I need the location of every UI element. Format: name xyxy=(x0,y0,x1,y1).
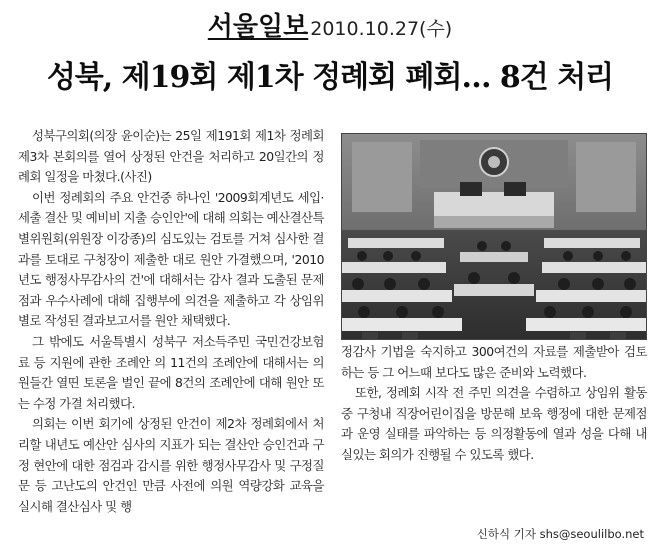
council-chamber-illustration xyxy=(342,134,646,339)
masthead xyxy=(0,6,660,43)
article-paragraph: 성북구의회(의장 윤이순)는 25일 제191회 제1차 정례회 제3차 본회의를 열어 상정된 안건을 처리하고 20일간의 정례회 일정을 마쳤다.(사진) xyxy=(18,128,324,185)
headline: 성북, 제19회 제1차 정례회 폐회… 8건 처리 xyxy=(46,60,614,95)
newspaper-name: 서울일보 xyxy=(207,12,309,42)
council-session-photo xyxy=(341,133,647,340)
article-paragraph: 또한, 정례회 시작 전 주민 의견을 수렴하고 상임위 활동중 구청내 직장어린이집을 방문해 보육 행정에 대한 문제점과 운영 실태를 파악하는 등 의정활동에 열과 성을 다해 내실있는 회의가 진행될 수 있도록 했다. xyxy=(341,385,647,462)
article-paragraph: 정감사 기법을 숙지하고 300여건의 자료를 제출받아 검토하는 등 그 어느때 보다도 많은 준비와 노력했다. xyxy=(341,344,647,380)
article-paragraph: 의회는 이번 회기에 상정된 안건이 제2차 정례회에서 처리할 내년도 예산안 심사의 지표가 되는 결산안 승인건과 구정 현안에 대한 점검과 감시를 위한 행정사무감사 및 구정질문 등 고난도의 안건인 만큼 사전에 의원 역량강화 교육을 실시해 결산심사 및 행 xyxy=(18,416,324,514)
article-paragraph: 이번 정례회의 주요 안건중 하나인 '2009회계년도 세입·세출 결산 및 예비비 지출 승인안'에 대해 의회는 예산결산특별위원회(위원장 이강종)의 심도있는 검토를 거쳐 심사한 결과를 토대로 구청장이 제출한 대로 원안 가결했으며, '2010년도 행정사무감사의 건'에 대해서는 감사 결과 도출된 문제점과 우수사례에 대해 집행부에 의견을 제출하고 각 상임위별로 작성된 결과보고서를 원안 채택했다. xyxy=(18,189,324,329)
article-column-right xyxy=(341,342,647,466)
issue-date: 2010.10.27(수) xyxy=(310,18,453,40)
reporter-byline: 신하식 기자 shs@seoulilbo.net xyxy=(476,527,644,541)
article-column-left xyxy=(18,126,324,517)
article-paragraph: 그 밖에도 서울특별시 성북구 저소득주민 국민건강보험료 등 지원에 관한 조례안 의 11건의 조례안에 대해서는 의원들간 열띤 토론을 벌인 끝에 8건의 조례안에 대해 원안 또는 수정 가결 처리했다. xyxy=(18,333,324,411)
